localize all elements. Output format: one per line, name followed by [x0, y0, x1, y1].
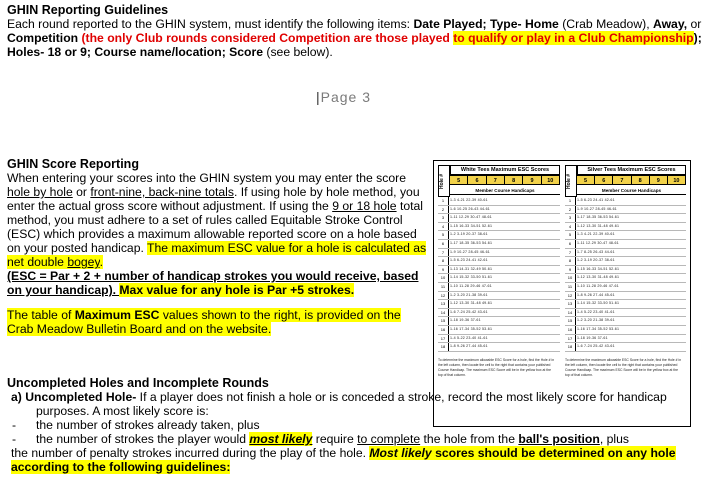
hole-number: 14 — [565, 309, 576, 317]
hole-number: 11 — [565, 283, 576, 291]
hole-number: 7 — [565, 249, 576, 257]
handicap-ranges: 1-4 5-22 23-40 41-61 — [577, 309, 615, 314]
esc-row — [438, 240, 560, 249]
esc-row — [438, 274, 560, 283]
hole-number: 1 — [565, 197, 576, 205]
score-line-9 — [7, 283, 432, 297]
uncompleted-last — [7, 446, 699, 460]
hole-number: 18 — [565, 343, 576, 351]
text-span: Date Played; Type- Home — [413, 17, 559, 31]
text-span: (Crab Meadow), — [558, 17, 653, 31]
competition-highlight: to qualify or play in a Club Championship — [453, 31, 694, 45]
hole-number: 2 — [565, 206, 576, 214]
handicap-col-5: 5 — [576, 175, 595, 185]
handicap-ranges: 1-9 10-27 28-45 46-61 — [577, 206, 617, 211]
bullet-2 — [7, 432, 699, 446]
score-reporting-section — [7, 157, 432, 297]
text-span: require — [312, 432, 358, 446]
hole-number: 3 — [438, 214, 449, 222]
handicap-ranges: 1-5 6-23 24-41 42-61 — [577, 198, 615, 202]
handicap-ranges: 1-2 3-19 20-37 38-61 — [450, 232, 488, 237]
esc-row — [438, 223, 560, 232]
reporting-line-2 — [7, 31, 702, 45]
text-span: The table of — [7, 308, 75, 322]
score-line-8: (ESC = Par + 2 + number of handicap strokes you would receive, based — [7, 269, 419, 283]
handicap-ranges: 1-11 12-29 30-47 48-61 — [577, 240, 619, 245]
esc-row — [438, 292, 560, 301]
text-span: the number of penalty strokes incurred during the play of the hole. — [11, 446, 370, 460]
esc-row — [565, 249, 686, 258]
hole-number: 16 — [438, 326, 449, 334]
handicap-ranges: 1-7 8-25 26-43 44-61 — [577, 249, 615, 254]
handicap-ranges: 1-9 10-27 28-45 46-61 — [450, 249, 490, 254]
text-span: bogey — [67, 255, 100, 269]
uncompleted-a — [7, 390, 699, 404]
text-span: front-nine, back-nine totals — [90, 185, 234, 199]
hole-number: 5 — [565, 231, 576, 239]
hole-number: 8 — [565, 257, 576, 265]
handicap-col-8: 8 — [504, 175, 523, 185]
handicap-col-6: 6 — [594, 175, 613, 185]
reporting-guidelines-title: GHIN Reporting Guidelines — [7, 3, 169, 17]
esc-row — [438, 214, 560, 223]
handicap-col-5: 5 — [449, 175, 468, 185]
esc-row — [565, 231, 686, 240]
hole-number: 5 — [438, 231, 449, 239]
text-span: , plus — [599, 432, 629, 446]
esc-row — [438, 335, 560, 344]
hole-number: 16 — [565, 326, 576, 334]
text-span: Uncompleted Hole- — [25, 390, 137, 404]
hole-number: 7 — [438, 249, 449, 257]
text-span: total — [396, 199, 423, 213]
handicap-ranges: 1-16 17-34 35-52 53-61 — [450, 326, 493, 331]
handicap-ranges: 1-14 15-32 33-50 51-61 — [450, 275, 493, 280]
handicap-ranges: 1-13 14-31 32-49 50-61 — [450, 266, 493, 271]
esc-row — [565, 292, 686, 301]
dash: - — [12, 418, 17, 432]
hole-number: 10 — [438, 274, 449, 282]
esc-row — [565, 266, 686, 275]
hole-number: 17 — [565, 335, 576, 343]
competition-note: (the only Club rounds considered Competition are those played — [78, 31, 454, 45]
handicap-ranges: 1-18 19-36 37-61 — [450, 318, 481, 323]
handicap-ranges: 1-15 16-33 34-51 52-61 — [450, 223, 493, 228]
text-span: Away, — [652, 17, 688, 31]
text-span: to complete — [357, 432, 421, 446]
esc-row — [438, 309, 560, 318]
uncompleted-section — [7, 376, 699, 474]
handicap-ranges: 1-14 15-32 33-50 51-61 — [577, 301, 620, 306]
text-span: or — [72, 185, 91, 199]
esc-row — [438, 300, 560, 309]
text-span: the hole from the — [420, 432, 519, 446]
text-span: (see below). — [263, 45, 333, 59]
text-span: net double — [7, 255, 68, 269]
handicap-col-7: 7 — [486, 175, 505, 185]
esc-rule-highlight: The maximum ESC value for a hole is calculated as — [147, 241, 427, 255]
esc-row — [438, 283, 560, 292]
handicap-col-8: 8 — [631, 175, 650, 185]
text-span: most likely — [249, 432, 313, 446]
esc-row — [438, 206, 560, 215]
hole-number: 15 — [565, 317, 576, 325]
esc-row — [565, 240, 686, 249]
score-line-7 — [7, 255, 432, 269]
score-line-5: (ESC) which provides a maximum allowable reported score on a hole based — [7, 227, 417, 241]
table-note — [7, 308, 401, 336]
handicap-col-9: 9 — [649, 175, 668, 185]
text-span: on your handicap). — [7, 283, 120, 297]
hole-header: Hole # — [438, 165, 450, 197]
handicap-ranges: 1-6 7-24 25-42 43-61 — [450, 309, 488, 314]
handicap-ranges: 1-8 9-26 27-44 45-61 — [577, 292, 615, 297]
esc-row — [438, 197, 560, 206]
max-value-highlight: Max value for any hole is Par +5 strokes. — [119, 283, 355, 297]
reporting-line-1 — [7, 17, 702, 31]
handicap-col-7: 7 — [612, 175, 631, 185]
handicap-ranges: 1-18 19-36 37-61 — [577, 335, 608, 340]
hole-number: 15 — [438, 317, 449, 325]
text-span: enter the actual gross score without adjustment. If using the — [7, 199, 333, 213]
text-span: Each round reported to the GHIN system, must identify the following items: — [7, 17, 414, 31]
reporting-guidelines-section — [7, 3, 702, 59]
esc-row — [438, 266, 560, 275]
text-span: Most likely — [369, 446, 432, 460]
score-line-3 — [7, 199, 432, 213]
hole-number: 2 — [438, 206, 449, 214]
handicap-col-10: 10 — [667, 175, 686, 185]
hole-number: 1 — [438, 197, 449, 205]
handicap-ranges: 1-17 18-35 36-53 54-61 — [450, 240, 493, 245]
table-note-line-1 — [7, 308, 401, 322]
text-span: ); — [693, 31, 702, 45]
handicap-ranges: 1-15 16-33 34-51 52-61 — [577, 266, 620, 271]
hole-number: 12 — [438, 292, 449, 300]
silver-tees-title: Silver Tees Maximum ESC Scores — [577, 165, 686, 175]
esc-row — [438, 249, 560, 258]
page-bar: | — [316, 89, 321, 105]
page-label: Page 3 — [320, 89, 372, 105]
text-span: 9 or 18 hole — [332, 199, 397, 213]
hole-number: 6 — [565, 240, 576, 248]
hole-number: 9 — [438, 266, 449, 274]
handicap-ranges: 1-2 3-20 21-38 39-61 — [450, 292, 488, 297]
text-span: according to the following guidelines: — [11, 460, 231, 474]
text-span: hole by hole — [7, 185, 73, 199]
hole-number: 11 — [438, 283, 449, 291]
esc-row — [438, 257, 560, 266]
hole-number: 18 — [438, 343, 449, 351]
hole-number: 13 — [565, 300, 576, 308]
uncompleted-title: Uncompleted Holes and Incomplete Rounds — [7, 376, 269, 390]
text-span: ball's position — [518, 432, 600, 446]
esc-row — [565, 335, 686, 344]
score-line-6 — [7, 241, 432, 255]
text-span: Holes- 18 or 9; Course name/location; Score — [7, 45, 264, 59]
hole-number: 14 — [438, 309, 449, 317]
handicap-ranges: 1-3 4-21 22-39 40-61 — [577, 232, 615, 237]
handicap-col-9: 9 — [522, 175, 541, 185]
esc-row — [565, 309, 686, 318]
text-span: Competition — [7, 31, 79, 45]
handicap-ranges: 1-12 13-30 31-48 49-61 — [577, 223, 620, 228]
white-tees-title: White Tees Maximum ESC Scores — [450, 165, 560, 175]
text-span: Maximum ESC — [74, 308, 160, 322]
uncompleted-a-cont: purposes. A most likely score is: — [36, 404, 209, 418]
handicap-ranges: 1-4 5-22 23-40 41-61 — [450, 335, 488, 340]
text-span: scores should be determined on any hole — [431, 446, 676, 460]
score-line-4: method, you must adhere to a set of rules called Equitable Stroke Control — [7, 213, 403, 227]
handicap-ranges: 1-10 11-28 29-46 47-61 — [577, 283, 619, 288]
esc-row — [565, 214, 686, 223]
silver-tees-note: To determine the maximum allowable ESC Score for a hole, find the Hole # in the left column, then locate the cell to the right that contains your published Course Handicap. The maximum ESC Score will be in the yellow box at the top of that column. — [565, 358, 682, 377]
esc-row — [438, 317, 560, 326]
hole-number: 4 — [438, 223, 449, 231]
esc-row — [438, 343, 560, 352]
handicap-ranges: 1-10 11-28 29-46 47-61 — [450, 283, 492, 288]
handicap-ranges: 1-6 10-25 26-43 44-61 — [450, 206, 490, 211]
uncompleted-last-2 — [7, 460, 699, 474]
score-line-2 — [7, 185, 432, 199]
hole-number: 8 — [438, 257, 449, 265]
score-reporting-title: GHIN Score Reporting — [7, 157, 139, 171]
esc-row — [438, 231, 560, 240]
hole-number: 6 — [438, 240, 449, 248]
handicap-columns — [577, 175, 686, 185]
dash: - — [12, 432, 17, 446]
handicap-col-6: 6 — [467, 175, 486, 185]
esc-row — [565, 343, 686, 352]
text-span: the number of strokes already taken, plus — [36, 418, 260, 432]
text-span: If a player does not finish a hole or is conceded a stroke, record the most likely score for handicap — [136, 390, 667, 404]
hole-number: 3 — [565, 214, 576, 222]
handicap-ranges: 1-2 3-19 20-37 38-61 — [577, 258, 615, 263]
hole-number: 17 — [438, 335, 449, 343]
esc-row — [565, 257, 686, 266]
white-tees-note: To determine the maximum allowable ESC Score for a hole, find the Hole # in the left column, then locate the cell to the right that contains your published Course Handicap. The maximum ESC Score will be in the yellow box at the top of that column. — [438, 358, 555, 377]
handicap-ranges: 1-16 17-34 35-52 53-61 — [577, 326, 620, 331]
esc-row — [565, 283, 686, 292]
esc-row — [565, 317, 686, 326]
handicap-ranges: 1-17 18-35 36-53 54-61 — [577, 215, 620, 220]
table-note-line-2 — [7, 322, 401, 336]
hole-number: 10 — [565, 274, 576, 282]
text-span: or — [687, 17, 702, 31]
score-line-1: When entering your scores into the GHIN system you may enter the score — [7, 171, 406, 185]
reporting-line-3 — [7, 45, 702, 59]
handicap-columns — [450, 175, 560, 185]
handicap-ranges: 1-8 9-26 27-44 45-61 — [450, 344, 488, 349]
handicap-ranges: 1-2 3-20 21-38 39-61 — [577, 318, 615, 323]
esc-row — [565, 274, 686, 283]
silver-tees-rows — [565, 197, 686, 352]
member-handicaps-caption: Member Course Handicaps — [450, 187, 560, 195]
text-span: the number of strokes the player would — [36, 432, 250, 446]
page-number — [316, 89, 371, 105]
handicap-ranges: 1-12 13-30 31-48 49-61 — [450, 301, 493, 306]
handicap-col-10: 10 — [541, 175, 560, 185]
bullet-1 — [7, 418, 699, 432]
text-span: values shown to the right, is provided on the — [159, 308, 401, 322]
hole-number: 4 — [565, 223, 576, 231]
esc-row — [565, 197, 686, 206]
esc-row — [565, 326, 686, 335]
hole-number: 13 — [438, 300, 449, 308]
hole-header: Hole # — [565, 165, 577, 197]
handicap-ranges: 1-3 4-21 22-39 40-61 — [450, 198, 488, 202]
esc-row — [565, 206, 686, 215]
text-span: a) — [11, 390, 26, 404]
handicap-ranges: 1-5 6-23 24-41 42-61 — [450, 258, 488, 263]
esc-row — [565, 223, 686, 232]
member-handicaps-caption: Member Course Handicaps — [577, 187, 686, 195]
esc-row — [565, 300, 686, 309]
esc-row — [438, 326, 560, 335]
handicap-ranges: 1-12 13-30 31-48 49-61 — [577, 275, 620, 280]
text-span: Crab Meadow Bulletin Board and on the website. — [7, 322, 272, 336]
text-span: . If using hole by hole method, you — [233, 185, 420, 199]
handicap-ranges: 1-6 7-24 25-42 43-61 — [577, 344, 615, 349]
white-tees-rows — [438, 197, 560, 352]
handicap-ranges: 1-11 12-29 30-47 48-61 — [450, 215, 492, 220]
hole-number: 9 — [565, 266, 576, 274]
text-span: . — [99, 255, 104, 269]
text-span: on your posted handicap. — [7, 241, 148, 255]
hole-number: 12 — [565, 292, 576, 300]
